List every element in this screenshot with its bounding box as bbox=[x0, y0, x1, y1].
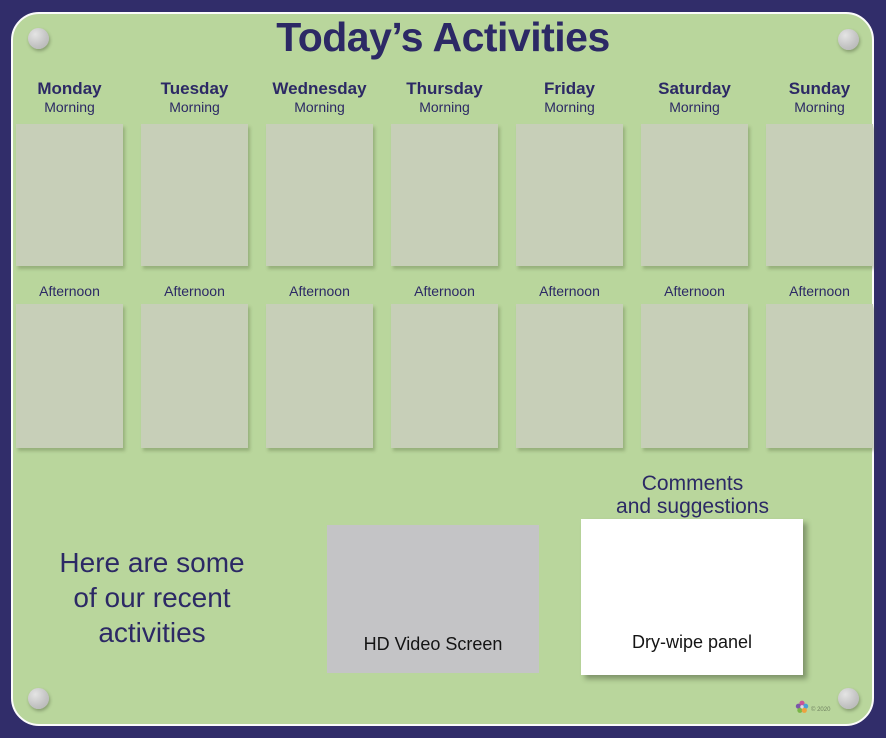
day-column-saturday bbox=[641, 78, 748, 448]
board-title: Today’s Activities bbox=[276, 14, 610, 60]
afternoon-activity-slot bbox=[141, 304, 248, 448]
afternoon-label: Afternoon bbox=[289, 283, 350, 299]
recent-activities-heading bbox=[17, 545, 287, 650]
day-column-tuesday bbox=[141, 78, 248, 448]
afternoon-label: Afternoon bbox=[539, 283, 600, 299]
morning-activity-slot bbox=[516, 124, 623, 266]
morning-activity-slot bbox=[766, 124, 873, 266]
day-column-monday bbox=[16, 78, 123, 448]
copyright-text: © 2020 bbox=[811, 707, 831, 713]
morning-label: Morning bbox=[544, 99, 595, 115]
morning-activity-slot bbox=[266, 124, 373, 266]
afternoon-activity-slot bbox=[766, 304, 873, 448]
morning-label: Morning bbox=[794, 99, 845, 115]
morning-activity-slot bbox=[141, 124, 248, 266]
hd-video-screen bbox=[327, 525, 539, 673]
afternoon-label: Afternoon bbox=[164, 283, 225, 299]
afternoon-label: Afternoon bbox=[39, 283, 100, 299]
corner-fixing-bottom-right-icon bbox=[838, 688, 859, 709]
comments-heading-line: Comments bbox=[641, 472, 744, 495]
day-name: Sunday bbox=[788, 79, 851, 98]
drywipe-panel-label: Dry-wipe panel bbox=[631, 632, 753, 652]
morning-activity-slot bbox=[641, 124, 748, 266]
morning-activity-slot bbox=[16, 124, 123, 266]
afternoon-label: Afternoon bbox=[664, 283, 725, 299]
drywipe-panel bbox=[581, 519, 803, 675]
afternoon-activity-slot bbox=[641, 304, 748, 448]
morning-label: Morning bbox=[294, 99, 345, 115]
day-name: Friday bbox=[543, 79, 596, 98]
corner-fixing-bottom-left-icon bbox=[28, 688, 49, 709]
day-name: Tuesday bbox=[160, 79, 229, 98]
afternoon-activity-slot bbox=[516, 304, 623, 448]
morning-label: Morning bbox=[669, 99, 720, 115]
morning-label: Morning bbox=[44, 99, 95, 115]
morning-label: Morning bbox=[169, 99, 220, 115]
afternoon-label: Afternoon bbox=[789, 283, 850, 299]
comments-heading-line: and suggestions bbox=[616, 495, 769, 518]
comments-heading bbox=[570, 472, 815, 518]
maker-logo-icon bbox=[795, 700, 809, 714]
day-name: Monday bbox=[37, 79, 102, 98]
afternoon-activity-slot bbox=[266, 304, 373, 448]
day-name: Wednesday bbox=[272, 79, 367, 98]
recent-activities-line: of our recent bbox=[73, 582, 231, 613]
morning-label: Morning bbox=[419, 99, 470, 115]
day-column-wednesday bbox=[266, 78, 373, 448]
day-name: Saturday bbox=[658, 79, 731, 98]
afternoon-activity-slot bbox=[391, 304, 498, 448]
brand-mark bbox=[795, 700, 830, 714]
corner-fixing-top-left-icon bbox=[28, 28, 49, 49]
recent-activities-line: Here are some bbox=[59, 547, 245, 578]
hd-video-screen-label: HD Video Screen bbox=[363, 634, 503, 654]
afternoon-label: Afternoon bbox=[414, 283, 475, 299]
morning-activity-slot bbox=[391, 124, 498, 266]
week-grid bbox=[16, 78, 873, 448]
afternoon-activity-slot bbox=[16, 304, 123, 448]
day-name: Thursday bbox=[406, 79, 483, 98]
recent-activities-line: activities bbox=[98, 617, 206, 648]
day-column-sunday bbox=[766, 78, 873, 448]
corner-fixing-top-right-icon bbox=[838, 29, 859, 50]
day-column-friday bbox=[516, 78, 623, 448]
day-column-thursday bbox=[391, 78, 498, 448]
